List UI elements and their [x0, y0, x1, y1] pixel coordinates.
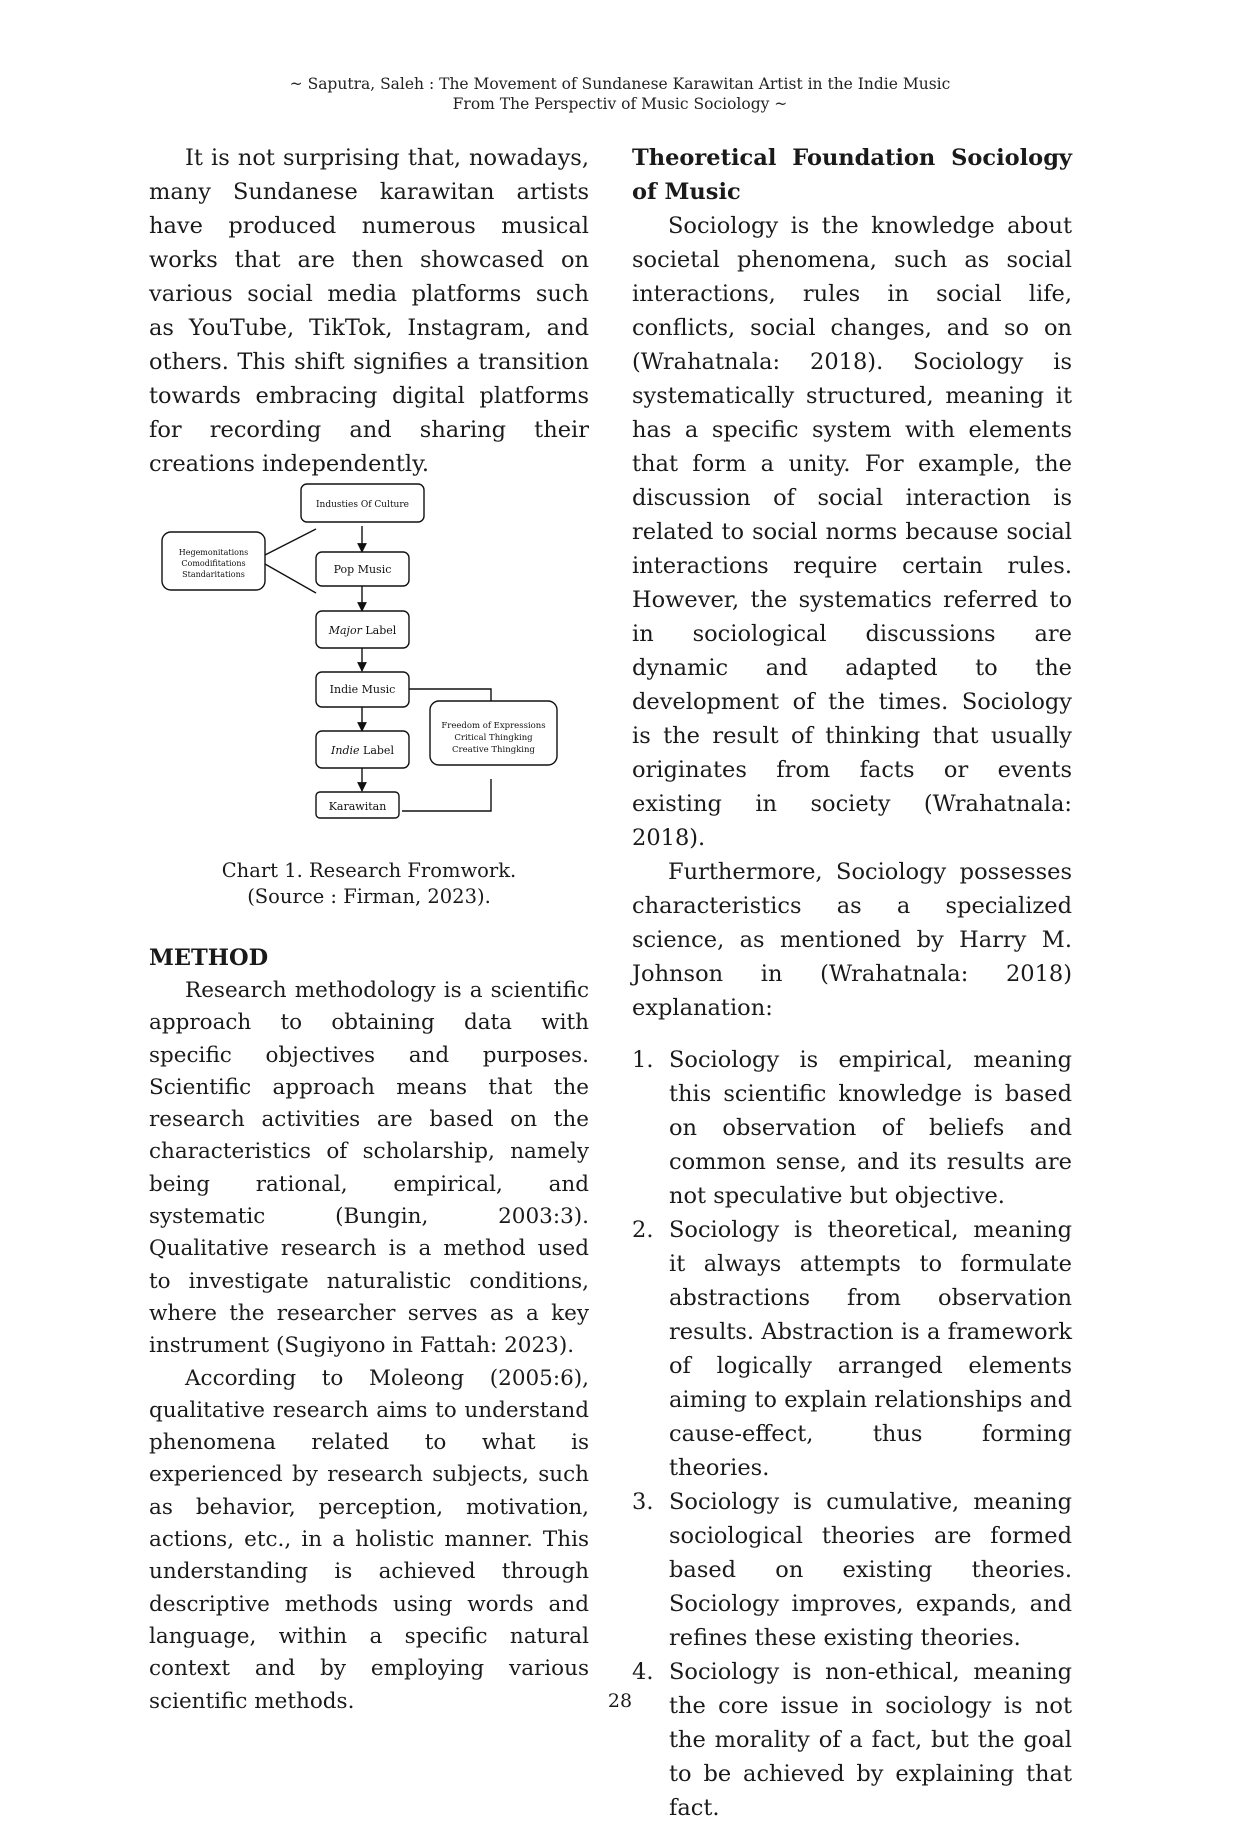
left-column	[149, 141, 589, 481]
list-item	[632, 1655, 1072, 1825]
label-major-italic: Major	[328, 624, 362, 637]
caption-line-2: (Source : Firman, 2023).	[247, 885, 491, 908]
label-karawitan: Karawitan	[328, 800, 387, 813]
running-header	[0, 74, 1240, 114]
label-indie-label	[330, 744, 394, 757]
label-indie-music: Indie Music	[329, 683, 396, 696]
list-item-text: Sociology is empirical, meaning this scientific knowledge is based on observation of beliefs and common sense, and its results are not speculative but objective.	[669, 1047, 1072, 1209]
intro-paragraph: It is not surprising that, nowadays, many Sundanese karawitan artists have produced numerous musical works that are then showcased on various social media platforms such as YouTube, TikTok, Instagram, and others. This shift signifies a transition towards embracing digital platforms for recording and sharing their creations independently.	[149, 145, 589, 477]
label-hegemony-3: Standaritations	[182, 570, 245, 579]
caption-line-1: Chart 1. Research Fromwork.	[221, 859, 517, 882]
connector-freedom-karawitan	[402, 779, 491, 811]
connector-hegemony-major	[265, 564, 316, 593]
list-item	[632, 1485, 1072, 1655]
list-item-text: Sociology is non-ethical, meaning the core issue in sociology is not the morality of a fact, but the goal to be achieved by explaining that fact.	[669, 1659, 1072, 1821]
method-heading: METHOD	[149, 945, 269, 971]
label-pop-music: Pop Music	[333, 563, 392, 576]
label-major-rest: Label	[361, 624, 397, 637]
running-header-line-1: ~ Saputra, Saleh : The Movement of Sundanese Karawitan Artist in the Indie Music	[289, 75, 951, 93]
right-column	[632, 141, 1072, 1825]
theory-paragraph-1: Sociology is the knowledge about societal phenomena, such as social interactions, rules in social life, conflicts, social changes, and so on (Wrahatnala: 2018). Sociology is systematically structured, meaning it has a specific system with elements that form a unity. For example, the discussion of social interaction is related to social norms because social interactions require certain rules. However, the systematics referred to in sociological discussions are dynamic and adapted to the development of the times. Sociology is the result of thinking that usually originates from facts or events existing in society (Wrahatnala: 2018).	[632, 213, 1072, 851]
label-freedom-3: Creative Thingking	[452, 745, 535, 755]
label-industries-of-culture: Industies Of Culture	[315, 500, 410, 510]
label-hegemony-2: Comodifitations	[181, 559, 246, 568]
label-freedom-2: Critical Thingking	[454, 733, 533, 743]
page-number: 28	[607, 1690, 633, 1712]
list-item-number: 2.	[632, 1217, 654, 1243]
list-item	[632, 1043, 1072, 1213]
method-paragraph-1: Research methodology is a scientific approach to obtaining data with specific objectives and purposes. Scientific approach means that the research activities are based on the characteristics of scholarship, namely being rational, empirical, and systematic (Bungin, 2003:3). Qualitative research is a method used to investigate naturalistic conditions, where the researcher serves as a key instrument (Sugiyono in Fattah: 2023).	[149, 978, 589, 1359]
list-item-number: 3.	[632, 1489, 654, 1515]
list-item	[632, 1213, 1072, 1485]
figure-caption	[149, 858, 589, 910]
label-freedom-1: Freedom of Expressions	[441, 721, 546, 731]
research-framework-diagram	[149, 478, 589, 838]
list-item-number: 1.	[632, 1047, 654, 1073]
label-indie-italic: Indie	[331, 744, 360, 757]
method-section	[149, 941, 589, 1718]
connector-hegemony-pop	[265, 529, 316, 555]
running-header-line-2: From The Perspectiv of Music Sociology ~	[452, 95, 788, 113]
theory-heading: Theoretical Foundation Sociology of Music	[632, 145, 1072, 205]
label-indie-rest: Label	[359, 744, 394, 757]
label-hegemony-1: Hegemonitations	[178, 548, 249, 557]
method-paragraph-2: According to Moleong (2005:6), qualitative research aims to understand phenomena related to what is experienced by research subjects, such as behavior, perception, motivation, actions, etc., in a holistic manner. This understanding is achieved through descriptive methods using words and language, within a specific natural context and by employing various scientific methods.	[149, 1365, 589, 1714]
list-item-text: Sociology is theoretical, meaning it always attempts to formulate abstractions from observation results. Abstraction is a framework of logically arranged elements aiming to explain relationships and cause-effect, thus forming theories.	[669, 1217, 1072, 1481]
list-item-text: Sociology is cumulative, meaning sociological theories are formed based on existing theories. Sociology improves, expands, and refines these existing theories.	[669, 1489, 1072, 1651]
list-item-number: 4.	[632, 1659, 654, 1685]
theory-paragraph-2: Furthermore, Sociology possesses characteristics as a specialized science, as mentioned by Harry M. Johnson in (Wrahatnala: 2018) explanation:	[632, 859, 1072, 1021]
label-major-label	[328, 624, 397, 637]
